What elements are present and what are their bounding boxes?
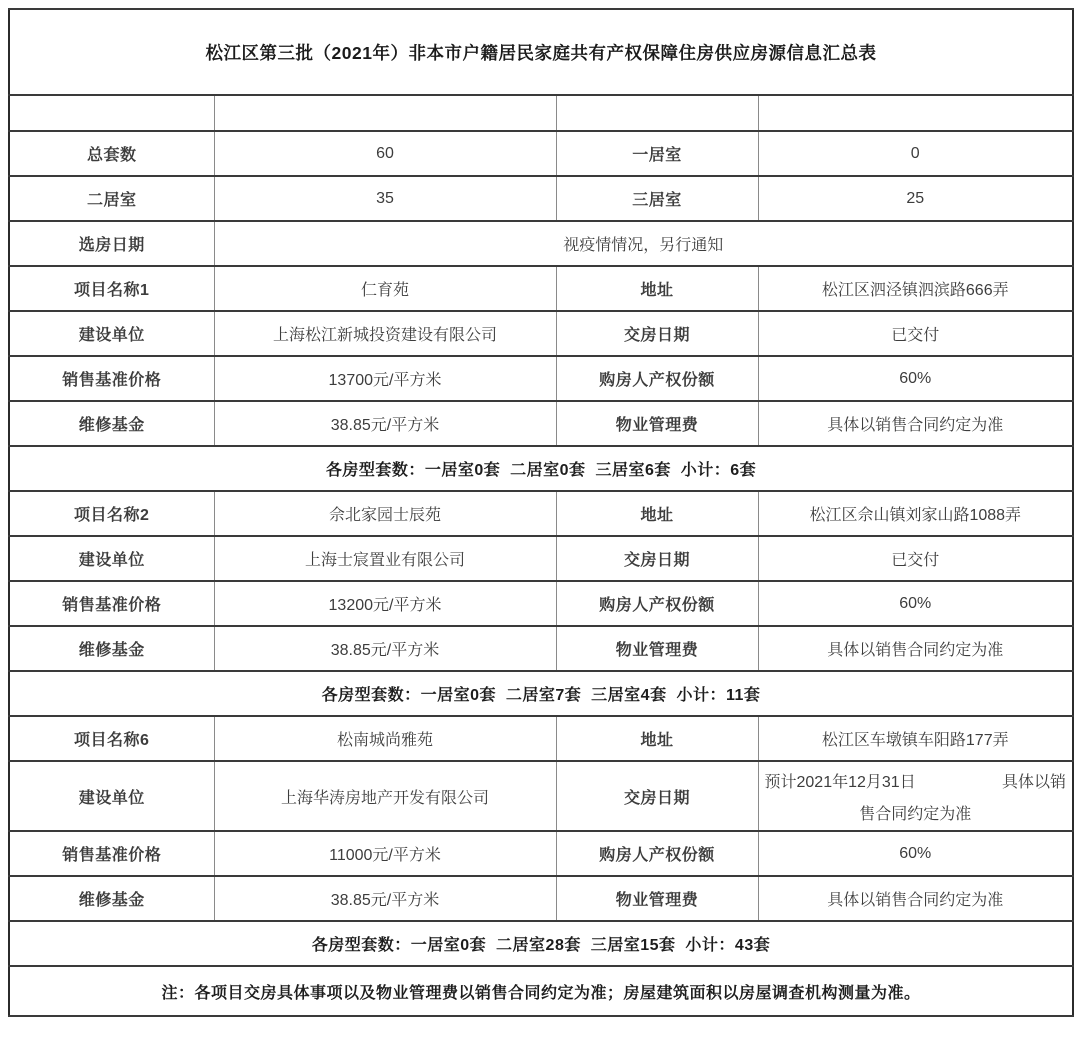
project3-developer-row — [9, 761, 1073, 831]
project3-address-label: 地址 — [556, 716, 758, 761]
spacer-cell — [9, 95, 214, 131]
page-title: 松江区第三批（2021年）非本市户籍居民家庭共有产权保障住房供应房源信息汇总表 — [9, 9, 1073, 95]
project1-address-value: 松江区泗泾镇泗滨路666弄 — [758, 266, 1073, 311]
delivery-line1 — [765, 769, 1067, 792]
project3-delivery-label: 交房日期 — [556, 761, 758, 831]
delivery-line2: 售合同约定为准 — [859, 805, 972, 823]
selection-date-row — [9, 221, 1073, 266]
one-bedroom-value: 0 — [758, 131, 1073, 176]
project1-maintenance-row — [9, 401, 1073, 446]
spacer-row — [9, 95, 1073, 131]
project1-name-row — [9, 266, 1073, 311]
selection-date-label: 选房日期 — [9, 221, 214, 266]
project3-property-fee-value: 具体以销售合同约定为准 — [758, 876, 1073, 921]
project2-subtotal: 各房型套数：一居室0套 二居室7套 三居室4套 小计：11套 — [9, 671, 1073, 716]
project3-name-row — [9, 716, 1073, 761]
project1-subtotal: 各房型套数：一居室0套 二居室0套 三居室6套 小计：6套 — [9, 446, 1073, 491]
project1-address-label: 地址 — [556, 266, 758, 311]
project1-share-value: 60% — [758, 356, 1073, 401]
project1-property-fee-label: 物业管理费 — [556, 401, 758, 446]
spacer-cell — [214, 95, 556, 131]
project2-maintenance-value: 38.85元/平方米 — [214, 626, 556, 671]
project2-maintenance-label: 维修基金 — [9, 626, 214, 671]
project1-developer-label: 建设单位 — [9, 311, 214, 356]
project3-name-label: 项目名称6 — [9, 716, 214, 761]
project1-subtotal-row — [9, 446, 1073, 491]
project1-name-value: 仁育苑 — [214, 266, 556, 311]
three-bedroom-label: 三居室 — [556, 176, 758, 221]
selection-date-value: 视疫情情况，另行通知 — [214, 221, 1073, 266]
project2-share-value: 60% — [758, 581, 1073, 626]
project2-developer-label: 建设单位 — [9, 536, 214, 581]
three-bedroom-value: 25 — [758, 176, 1073, 221]
project3-developer-label: 建设单位 — [9, 761, 214, 831]
project1-maintenance-value: 38.85元/平方米 — [214, 401, 556, 446]
project2-property-fee-value: 具体以销售合同约定为准 — [758, 626, 1073, 671]
project1-share-label: 购房人产权份额 — [556, 356, 758, 401]
two-bedroom-value: 35 — [214, 176, 556, 221]
project2-maintenance-row — [9, 626, 1073, 671]
project2-address-value: 松江区佘山镇刘家山路1088弄 — [758, 491, 1073, 536]
project2-name-label: 项目名称2 — [9, 491, 214, 536]
delivery-date-text: 预计2021年12月31日 — [764, 773, 916, 791]
project2-address-label: 地址 — [556, 491, 758, 536]
project2-developer-value: 上海士宸置业有限公司 — [214, 536, 556, 581]
project1-price-label: 销售基准价格 — [9, 356, 214, 401]
project1-delivery-label: 交房日期 — [556, 311, 758, 356]
footnote-row — [9, 966, 1073, 1016]
project3-price-label: 销售基准价格 — [9, 831, 214, 876]
project2-property-fee-label: 物业管理费 — [556, 626, 758, 671]
title-row — [9, 9, 1073, 95]
spacer-cell — [556, 95, 758, 131]
project2-name-value: 佘北家园士辰苑 — [214, 491, 556, 536]
project3-developer-value: 上海华涛房地产开发有限公司 — [214, 761, 556, 831]
project1-property-fee-value: 具体以销售合同约定为准 — [758, 401, 1073, 446]
project1-maintenance-label: 维修基金 — [9, 401, 214, 446]
project2-delivery-label: 交房日期 — [556, 536, 758, 581]
total-units-label: 总套数 — [9, 131, 214, 176]
project2-share-label: 购房人产权份额 — [556, 581, 758, 626]
footnote-text: 注：各项目交房具体事项以及物业管理费以销售合同约定为准；房屋建筑面积以房屋调查机构测量为准。 — [9, 966, 1073, 1016]
delivery-note-start-text: 具体以销 — [1001, 773, 1066, 791]
project3-share-value: 60% — [758, 831, 1073, 876]
project3-maintenance-label: 维修基金 — [9, 876, 214, 921]
project3-maintenance-value: 38.85元/平方米 — [214, 876, 556, 921]
two-bedroom-label: 二居室 — [9, 176, 214, 221]
project1-price-value: 13700元/平方米 — [214, 356, 556, 401]
project2-price-value: 13200元/平方米 — [214, 581, 556, 626]
project2-price-label: 销售基准价格 — [9, 581, 214, 626]
summary-row-1 — [9, 131, 1073, 176]
project3-address-value: 松江区车墩镇车阳路177弄 — [758, 716, 1073, 761]
project1-developer-value: 上海松江新城投资建设有限公司 — [214, 311, 556, 356]
project1-price-row — [9, 356, 1073, 401]
project3-property-fee-label: 物业管理费 — [556, 876, 758, 921]
project3-share-label: 购房人产权份额 — [556, 831, 758, 876]
project1-delivery-value: 已交付 — [758, 311, 1073, 356]
project1-name-label: 项目名称1 — [9, 266, 214, 311]
project3-maintenance-row — [9, 876, 1073, 921]
housing-supply-table — [8, 8, 1074, 1017]
project3-price-row — [9, 831, 1073, 876]
one-bedroom-label: 一居室 — [556, 131, 758, 176]
project2-name-row — [9, 491, 1073, 536]
project2-price-row — [9, 581, 1073, 626]
project3-name-value: 松南城尚雅苑 — [214, 716, 556, 761]
project2-delivery-value: 已交付 — [758, 536, 1073, 581]
total-units-value: 60 — [214, 131, 556, 176]
project1-developer-row — [9, 311, 1073, 356]
project3-delivery-value — [758, 761, 1073, 831]
spacer-cell — [758, 95, 1073, 131]
summary-row-2 — [9, 176, 1073, 221]
project3-subtotal: 各房型套数：一居室0套 二居室28套 三居室15套 小计：43套 — [9, 921, 1073, 966]
project3-price-value: 11000元/平方米 — [214, 831, 556, 876]
project2-developer-row — [9, 536, 1073, 581]
project3-subtotal-row — [9, 921, 1073, 966]
project2-subtotal-row — [9, 671, 1073, 716]
